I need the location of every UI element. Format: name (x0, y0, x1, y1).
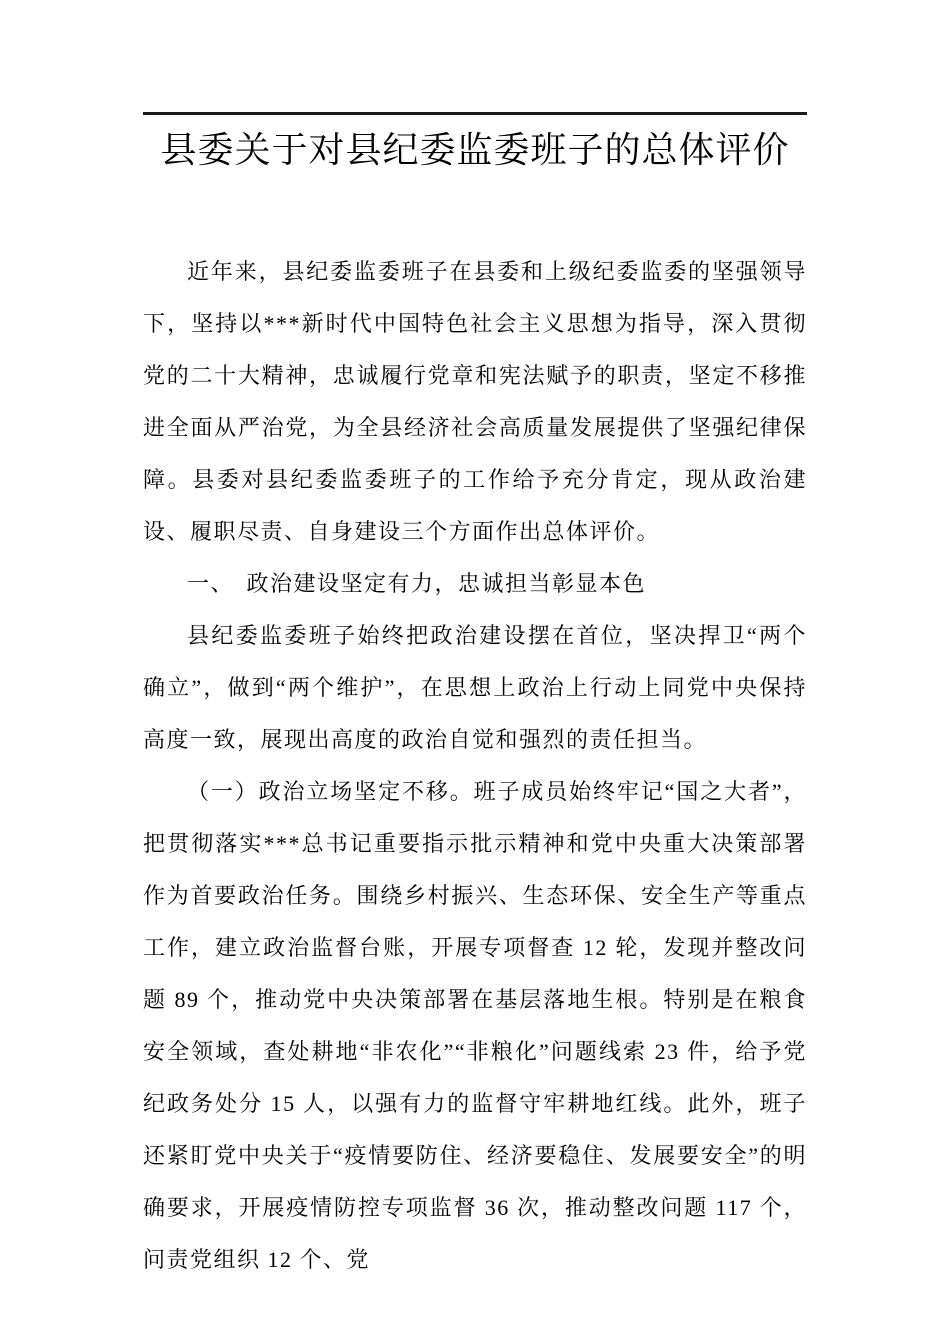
document-title: 县委关于对县纪委监委班子的总体评价 (160, 130, 790, 170)
paragraph-intro: 近年来，县纪委监委班子在县委和上级纪委监委的坚强领导下，坚持以***新时代中国特色社会主义思想为指导，深入贯彻党的二十大精神，忠诚履行党章和宪法赋予的职责，坚定不移推进全面从严治党，为全县经济社会高质量发展提供了坚强纪律保障。县委对县纪委监委班子的工作给予充分肯定，现从政治建设、履职尽责、自身建设三个方面作出总体评价。 (143, 259, 807, 544)
document-body (143, 246, 807, 1286)
paragraph-section-1-intro: 县纪委监委班子始终把政治建设摆在首位，坚决捍卫“两个确立”，做到“两个维护”，在思想上政治上行动上同党中央保持高度一致，展现出高度的政治自觉和强烈的责任担当。 (143, 623, 807, 752)
header-rule (143, 112, 807, 115)
section-heading-1: 一、 政治建设坚定有力，忠诚担当彰显本色 (187, 571, 647, 596)
paragraph-political-stance: （一）政治立场坚定不移。班子成员始终牢记“国之大者”，把贯彻落实***总书记重要指示批示精神和党中央重大决策部署作为首要政治任务。围绕乡村振兴、生态环保、安全生产等重点工作，建立政治监督台账，开展专项督查 12 轮，发现并整改问题 89 个，推动党中央决策部署在基层落地生根。特别是在粮食安全领域，查处耕地“非农化”“非粮化”问题线索 23 件，给予党纪政务处分 15 人，以强有力的监督守牢耕地红线。此外，班子还紧盯党中央关于“疫情要防住、经济要稳住、发展要安全”的明确要求，开展疫情防控专项监督 36 次，推动整改问题 117 个，问责党组织 12 个、党 (143, 779, 807, 1272)
